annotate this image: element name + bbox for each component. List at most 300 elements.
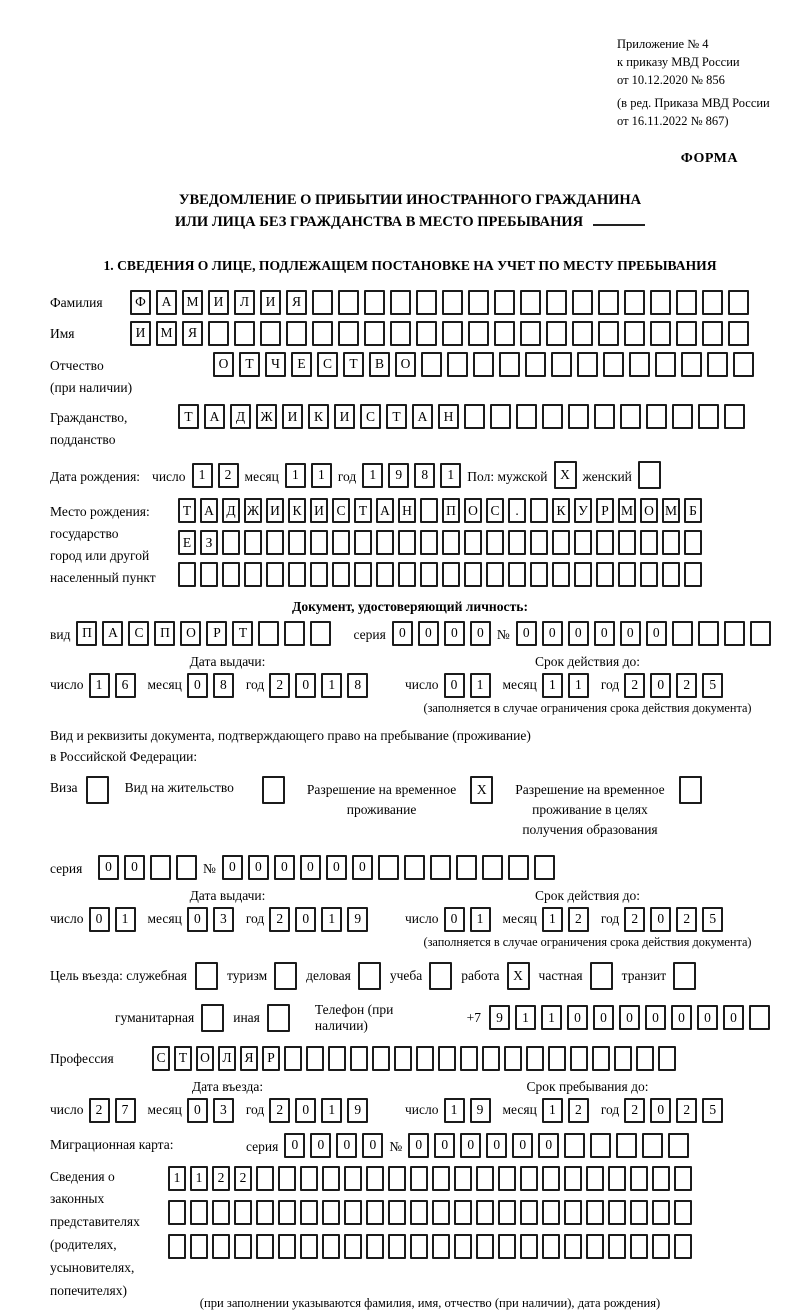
char-box[interactable] <box>564 1234 582 1259</box>
char-box[interactable] <box>420 562 438 587</box>
char-box[interactable]: А <box>376 498 394 523</box>
char-box[interactable]: С <box>360 404 381 429</box>
char-box[interactable] <box>616 1133 637 1158</box>
char-box[interactable] <box>516 404 537 429</box>
char-box[interactable] <box>494 321 515 346</box>
char-box[interactable] <box>274 962 297 990</box>
char-box[interactable] <box>574 562 592 587</box>
char-box[interactable] <box>504 1046 522 1071</box>
char-box[interactable]: И <box>282 404 303 429</box>
char-box[interactable]: 0 <box>645 1005 666 1030</box>
char-box[interactable] <box>288 530 306 555</box>
char-box[interactable]: 0 <box>336 1133 357 1158</box>
char-box[interactable] <box>322 1234 340 1259</box>
char-box[interactable] <box>551 352 572 377</box>
char-box[interactable]: Ж <box>244 498 262 523</box>
char-box[interactable]: 1 <box>542 673 563 698</box>
char-box[interactable] <box>520 1166 538 1191</box>
char-box[interactable] <box>416 321 437 346</box>
char-box[interactable] <box>310 562 328 587</box>
char-box[interactable] <box>594 404 615 429</box>
char-box[interactable]: . <box>508 498 526 523</box>
char-box[interactable]: 2 <box>676 1098 697 1123</box>
char-box[interactable] <box>724 621 745 646</box>
char-box[interactable]: А <box>102 621 123 646</box>
char-box[interactable]: О <box>464 498 482 523</box>
char-box[interactable] <box>284 621 305 646</box>
char-box[interactable] <box>568 404 589 429</box>
char-box[interactable] <box>310 621 331 646</box>
char-box[interactable] <box>332 562 350 587</box>
char-box[interactable] <box>630 1200 648 1225</box>
char-box[interactable]: 0 <box>567 1005 588 1030</box>
char-box[interactable] <box>168 1234 186 1259</box>
char-box[interactable] <box>552 530 570 555</box>
char-box[interactable]: Ч <box>265 352 286 377</box>
char-box[interactable]: 0 <box>284 1133 305 1158</box>
char-box[interactable]: И <box>208 290 229 315</box>
char-box[interactable]: Б <box>684 498 702 523</box>
char-box[interactable]: 1 <box>440 463 461 488</box>
char-box[interactable]: 2 <box>624 907 645 932</box>
char-box[interactable]: 0 <box>274 855 295 880</box>
char-box[interactable] <box>676 321 697 346</box>
char-box[interactable]: 2 <box>676 907 697 932</box>
char-box[interactable]: 5 <box>702 907 723 932</box>
char-box[interactable] <box>542 1166 560 1191</box>
char-box[interactable] <box>201 1004 224 1032</box>
char-box[interactable] <box>586 1234 604 1259</box>
char-box[interactable] <box>378 855 399 880</box>
char-box[interactable] <box>572 290 593 315</box>
char-box[interactable] <box>376 530 394 555</box>
char-box[interactable]: 1 <box>541 1005 562 1030</box>
char-box[interactable] <box>636 1046 654 1071</box>
char-box[interactable] <box>312 321 333 346</box>
char-box[interactable] <box>416 290 437 315</box>
char-box[interactable]: 0 <box>542 621 563 646</box>
char-box[interactable] <box>476 1234 494 1259</box>
char-box[interactable]: В <box>369 352 390 377</box>
char-box[interactable]: 1 <box>362 463 383 488</box>
char-box[interactable]: 0 <box>408 1133 429 1158</box>
char-box[interactable]: 9 <box>347 907 368 932</box>
char-box[interactable] <box>574 530 592 555</box>
char-box[interactable] <box>222 562 240 587</box>
char-box[interactable]: М <box>662 498 680 523</box>
char-box[interactable]: Р <box>596 498 614 523</box>
char-box[interactable] <box>564 1133 585 1158</box>
char-box[interactable]: И <box>334 404 355 429</box>
char-box[interactable] <box>749 1005 770 1030</box>
char-box[interactable] <box>640 530 658 555</box>
char-box[interactable]: 0 <box>594 621 615 646</box>
char-box[interactable] <box>390 290 411 315</box>
char-box[interactable] <box>344 1200 362 1225</box>
char-box[interactable] <box>655 352 676 377</box>
char-box[interactable]: 0 <box>248 855 269 880</box>
char-box[interactable]: Р <box>206 621 227 646</box>
char-box[interactable] <box>256 1200 274 1225</box>
char-box[interactable]: М <box>182 290 203 315</box>
char-box[interactable]: 0 <box>326 855 347 880</box>
char-box[interactable]: И <box>266 498 284 523</box>
visa-checkbox[interactable] <box>86 776 109 804</box>
purpose-work-checkbox[interactable] <box>507 962 530 990</box>
char-box[interactable]: И <box>260 290 281 315</box>
char-box[interactable] <box>614 1046 632 1071</box>
char-box[interactable]: Л <box>218 1046 236 1071</box>
char-box[interactable] <box>442 290 463 315</box>
char-box[interactable]: Н <box>438 404 459 429</box>
char-box[interactable] <box>548 1046 566 1071</box>
char-box[interactable] <box>410 1166 428 1191</box>
char-box[interactable] <box>190 1200 208 1225</box>
char-box[interactable]: 0 <box>187 907 208 932</box>
char-box[interactable] <box>650 290 671 315</box>
char-box[interactable] <box>684 530 702 555</box>
char-box[interactable]: О <box>640 498 658 523</box>
char-box[interactable] <box>344 1234 362 1259</box>
char-box[interactable]: 1 <box>115 907 136 932</box>
char-box[interactable] <box>212 1234 230 1259</box>
char-box[interactable]: 0 <box>124 855 145 880</box>
char-box[interactable]: А <box>412 404 433 429</box>
char-box[interactable]: 0 <box>470 621 491 646</box>
char-box[interactable]: 0 <box>444 907 465 932</box>
char-box[interactable] <box>652 1166 670 1191</box>
char-box[interactable]: К <box>552 498 570 523</box>
char-box[interactable] <box>473 352 494 377</box>
char-box[interactable] <box>733 352 754 377</box>
char-box[interactable]: Т <box>232 621 253 646</box>
char-box[interactable]: 1 <box>515 1005 536 1030</box>
char-box[interactable] <box>598 290 619 315</box>
char-box[interactable]: 3 <box>213 907 234 932</box>
char-box[interactable] <box>442 562 460 587</box>
char-box[interactable]: 8 <box>213 673 234 698</box>
char-box[interactable]: Д <box>222 498 240 523</box>
char-box[interactable]: 1 <box>321 1098 342 1123</box>
char-box[interactable] <box>420 498 438 523</box>
char-box[interactable] <box>366 1200 384 1225</box>
char-box[interactable]: 3 <box>213 1098 234 1123</box>
char-box[interactable] <box>642 1133 663 1158</box>
char-box[interactable] <box>674 1234 692 1259</box>
char-box[interactable] <box>520 321 541 346</box>
char-box[interactable]: Я <box>182 321 203 346</box>
char-box[interactable] <box>338 321 359 346</box>
char-box[interactable] <box>672 621 693 646</box>
char-box[interactable] <box>421 352 442 377</box>
char-box[interactable] <box>430 855 451 880</box>
char-box[interactable]: 0 <box>697 1005 718 1030</box>
char-box[interactable]: 1 <box>470 673 491 698</box>
char-box[interactable] <box>410 1200 428 1225</box>
char-box[interactable]: 0 <box>650 1098 671 1123</box>
char-box[interactable]: 9 <box>347 1098 368 1123</box>
char-box[interactable] <box>354 530 372 555</box>
phone-boxes[interactable] <box>489 1005 770 1030</box>
char-box[interactable]: О <box>395 352 416 377</box>
char-box[interactable] <box>552 562 570 587</box>
char-box[interactable] <box>530 562 548 587</box>
purpose-tourism-checkbox[interactable] <box>274 962 297 990</box>
char-box[interactable] <box>630 1166 648 1191</box>
char-box[interactable] <box>200 562 218 587</box>
char-box[interactable] <box>624 321 645 346</box>
char-box[interactable]: 0 <box>222 855 243 880</box>
char-box[interactable] <box>674 1166 692 1191</box>
char-box[interactable] <box>176 855 197 880</box>
char-box[interactable]: 1 <box>321 673 342 698</box>
purpose-other-checkbox[interactable] <box>267 1004 290 1032</box>
char-box[interactable]: 0 <box>444 673 465 698</box>
residence-permit-checkbox[interactable] <box>262 776 285 804</box>
char-box[interactable]: Ф <box>130 290 151 315</box>
char-box[interactable] <box>646 404 667 429</box>
char-box[interactable] <box>460 1046 478 1071</box>
char-box[interactable] <box>300 1234 318 1259</box>
char-box[interactable] <box>256 1234 274 1259</box>
char-box[interactable] <box>150 855 171 880</box>
char-box[interactable] <box>728 290 749 315</box>
char-box[interactable]: Т <box>343 352 364 377</box>
char-box[interactable]: Т <box>178 498 196 523</box>
char-box[interactable] <box>498 1166 516 1191</box>
char-box[interactable] <box>530 498 548 523</box>
char-box[interactable]: 0 <box>295 673 316 698</box>
purpose-delovaya-checkbox[interactable] <box>358 962 381 990</box>
char-box[interactable]: Л <box>234 290 255 315</box>
char-box[interactable]: 9 <box>489 1005 510 1030</box>
char-box[interactable]: М <box>156 321 177 346</box>
sex-male-checkbox[interactable] <box>554 461 577 489</box>
char-box[interactable] <box>534 855 555 880</box>
char-box[interactable] <box>608 1234 626 1259</box>
char-box[interactable]: 7 <box>115 1098 136 1123</box>
char-box[interactable]: 0 <box>620 621 641 646</box>
char-box[interactable]: 2 <box>269 907 290 932</box>
char-box[interactable]: П <box>154 621 175 646</box>
char-box[interactable] <box>698 404 719 429</box>
char-box[interactable]: 0 <box>646 621 667 646</box>
char-box[interactable] <box>674 1200 692 1225</box>
char-box[interactable]: П <box>76 621 97 646</box>
char-box[interactable] <box>338 290 359 315</box>
char-box[interactable] <box>728 321 749 346</box>
char-box[interactable] <box>698 621 719 646</box>
char-box[interactable]: 0 <box>352 855 373 880</box>
char-box[interactable] <box>564 1200 582 1225</box>
char-box[interactable]: 0 <box>671 1005 692 1030</box>
char-box[interactable] <box>388 1200 406 1225</box>
char-box[interactable] <box>234 1200 252 1225</box>
char-box[interactable] <box>590 1133 611 1158</box>
char-box[interactable]: И <box>310 498 328 523</box>
char-box[interactable]: 1 <box>89 673 110 698</box>
char-box[interactable]: 2 <box>234 1166 252 1191</box>
char-box[interactable] <box>278 1200 296 1225</box>
char-box[interactable] <box>278 1166 296 1191</box>
char-box[interactable]: С <box>152 1046 170 1071</box>
char-box[interactable] <box>310 530 328 555</box>
char-box[interactable] <box>168 1200 186 1225</box>
sex-female-checkbox[interactable] <box>638 461 661 489</box>
char-box[interactable] <box>432 1166 450 1191</box>
char-box[interactable]: О <box>213 352 234 377</box>
char-box[interactable] <box>364 321 385 346</box>
char-box[interactable] <box>652 1200 670 1225</box>
char-box[interactable]: 2 <box>218 463 239 488</box>
char-box[interactable] <box>366 1234 384 1259</box>
char-box[interactable]: 2 <box>624 673 645 698</box>
char-box[interactable] <box>300 1166 318 1191</box>
char-box[interactable] <box>390 321 411 346</box>
char-box[interactable] <box>638 461 661 489</box>
char-box[interactable] <box>586 1166 604 1191</box>
char-box[interactable] <box>234 321 255 346</box>
char-box[interactable] <box>442 530 460 555</box>
char-box[interactable]: 0 <box>295 1098 316 1123</box>
char-box[interactable]: З <box>200 530 218 555</box>
char-box[interactable]: О <box>180 621 201 646</box>
char-box[interactable]: 0 <box>89 907 110 932</box>
char-box[interactable] <box>542 1234 560 1259</box>
char-box[interactable] <box>702 290 723 315</box>
char-box[interactable]: 2 <box>269 1098 290 1123</box>
char-box[interactable]: 0 <box>619 1005 640 1030</box>
char-box[interactable] <box>650 321 671 346</box>
char-box[interactable]: X <box>554 461 577 489</box>
char-box[interactable] <box>652 1234 670 1259</box>
char-box[interactable]: 2 <box>568 1098 589 1123</box>
char-box[interactable]: 8 <box>414 463 435 488</box>
char-box[interactable] <box>86 776 109 804</box>
char-box[interactable] <box>608 1166 626 1191</box>
char-box[interactable] <box>464 530 482 555</box>
char-box[interactable] <box>546 321 567 346</box>
char-box[interactable] <box>456 855 477 880</box>
char-box[interactable] <box>222 530 240 555</box>
char-box[interactable] <box>278 1234 296 1259</box>
char-box[interactable] <box>354 562 372 587</box>
char-box[interactable] <box>542 404 563 429</box>
char-box[interactable]: 1 <box>285 463 306 488</box>
char-box[interactable] <box>432 1234 450 1259</box>
char-box[interactable]: 0 <box>310 1133 331 1158</box>
char-box[interactable] <box>498 1200 516 1225</box>
char-box[interactable] <box>498 1234 516 1259</box>
char-box[interactable] <box>618 562 636 587</box>
char-box[interactable] <box>258 621 279 646</box>
char-box[interactable] <box>358 962 381 990</box>
char-box[interactable]: А <box>200 498 218 523</box>
char-box[interactable]: X <box>470 776 493 804</box>
char-box[interactable]: Т <box>239 352 260 377</box>
char-box[interactable]: 1 <box>568 673 589 698</box>
char-box[interactable] <box>322 1200 340 1225</box>
char-box[interactable] <box>486 562 504 587</box>
char-box[interactable] <box>178 562 196 587</box>
char-box[interactable]: Я <box>286 290 307 315</box>
char-box[interactable]: Т <box>354 498 372 523</box>
char-box[interactable]: 1 <box>444 1098 465 1123</box>
char-box[interactable]: 2 <box>676 673 697 698</box>
char-box[interactable]: 1 <box>192 463 213 488</box>
temp-residence-checkbox[interactable] <box>470 776 493 804</box>
char-box[interactable]: 0 <box>444 621 465 646</box>
char-box[interactable] <box>662 530 680 555</box>
char-box[interactable] <box>322 1166 340 1191</box>
char-box[interactable]: А <box>156 290 177 315</box>
char-box[interactable] <box>482 855 503 880</box>
char-box[interactable] <box>702 321 723 346</box>
char-box[interactable] <box>332 530 350 555</box>
char-box[interactable]: К <box>288 498 306 523</box>
char-box[interactable]: Е <box>178 530 196 555</box>
char-box[interactable] <box>420 530 438 555</box>
char-box[interactable] <box>596 530 614 555</box>
char-box[interactable] <box>672 404 693 429</box>
char-box[interactable] <box>662 562 680 587</box>
char-box[interactable] <box>590 962 613 990</box>
char-box[interactable]: Т <box>386 404 407 429</box>
char-box[interactable]: 0 <box>434 1133 455 1158</box>
char-box[interactable]: Я <box>240 1046 258 1071</box>
char-box[interactable] <box>454 1166 472 1191</box>
char-box[interactable] <box>603 352 624 377</box>
char-box[interactable]: С <box>128 621 149 646</box>
char-box[interactable] <box>668 1133 689 1158</box>
char-box[interactable] <box>262 776 285 804</box>
purpose-study-checkbox[interactable] <box>429 962 452 990</box>
char-box[interactable]: 2 <box>568 907 589 932</box>
char-box[interactable]: Т <box>174 1046 192 1071</box>
char-box[interactable]: 6 <box>115 673 136 698</box>
char-box[interactable] <box>344 1166 362 1191</box>
char-box[interactable]: 2 <box>269 673 290 698</box>
char-box[interactable] <box>244 530 262 555</box>
char-box[interactable]: 8 <box>347 673 368 698</box>
char-box[interactable]: 0 <box>300 855 321 880</box>
char-box[interactable]: О <box>196 1046 214 1071</box>
char-box[interactable] <box>564 1166 582 1191</box>
char-box[interactable] <box>438 1046 456 1071</box>
char-box[interactable]: 1 <box>470 907 491 932</box>
char-box[interactable] <box>586 1200 604 1225</box>
purpose-business-checkbox[interactable] <box>195 962 218 990</box>
char-box[interactable]: С <box>317 352 338 377</box>
char-box[interactable]: Д <box>230 404 251 429</box>
char-box[interactable] <box>494 290 515 315</box>
char-box[interactable]: 0 <box>187 673 208 698</box>
char-box[interactable] <box>592 1046 610 1071</box>
char-box[interactable] <box>429 962 452 990</box>
char-box[interactable]: А <box>204 404 225 429</box>
char-box[interactable] <box>464 562 482 587</box>
purpose-transit-checkbox[interactable] <box>673 962 696 990</box>
char-box[interactable] <box>372 1046 390 1071</box>
char-box[interactable]: С <box>486 498 504 523</box>
char-box[interactable] <box>468 321 489 346</box>
char-box[interactable] <box>520 1200 538 1225</box>
char-box[interactable] <box>520 1234 538 1259</box>
char-box[interactable]: К <box>308 404 329 429</box>
char-box[interactable]: 0 <box>593 1005 614 1030</box>
char-box[interactable]: 1 <box>311 463 332 488</box>
char-box[interactable] <box>530 530 548 555</box>
